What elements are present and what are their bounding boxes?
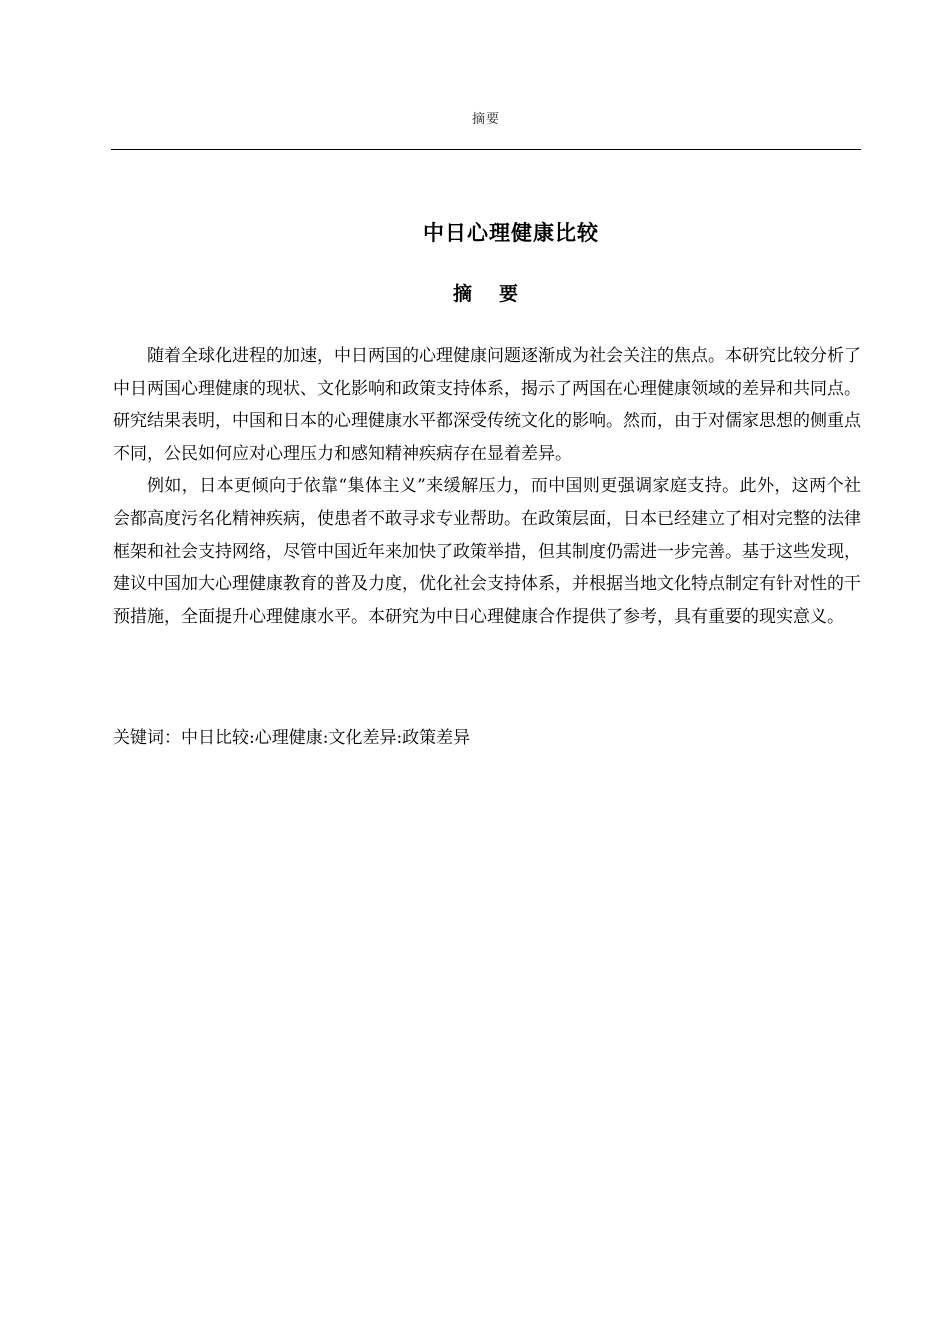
abstract-heading-char-2: 要 (499, 283, 520, 305)
abstract-paragraph-1: 随着全球化进程的加速，中日两国的心理健康问题逐渐成为社会关注的焦点。本研究比较分析了中日两国心理健康的现状、文化影响和政策支持体系，揭示了两国在心理健康领域的差异和共同点。研究结果表明，中国和日本的心理健康水平都深受传统文化的影响。然而，由于对儒家思想的侧重点不同，公民如何应对心理压力和感知精神疾病存在显着差异。 (113, 346, 861, 464)
abstract-paragraph-2: 例如，日本更倾向于依靠“集体主义”来缓解压力，而中国则更强调家庭支持。此外，这两个社会都高度污名化精神疾病，使患者不敢寻求专业帮助。在政策层面，日本已经建立了相对完整的法律框架和社会支持网络，尽管中国近年来加快了政策举措，但其制度仍需进一步完善。基于这些发现，建议中国加大心理健康教育的普及力度，优化社会支持体系，并根据当地文化特点制定有针对性的干预措施，全面提升心理健康水平。本研究为中日心理健康合作提供了参考，具有重要的现实意义。 (113, 476, 861, 627)
abstract-heading (0, 279, 950, 306)
abstract-body (113, 340, 861, 633)
document-title: 中日心理健康比较 (423, 221, 599, 245)
abstract-heading-char-1: 摘 (452, 283, 473, 305)
running-header: 摘要 (471, 112, 500, 127)
header-divider (111, 149, 861, 150)
keywords-line (113, 722, 861, 754)
keywords-value: 中日比较:心理健康:文化差异:政策差异 (181, 728, 471, 748)
keywords-label: 关键词： (113, 728, 181, 748)
